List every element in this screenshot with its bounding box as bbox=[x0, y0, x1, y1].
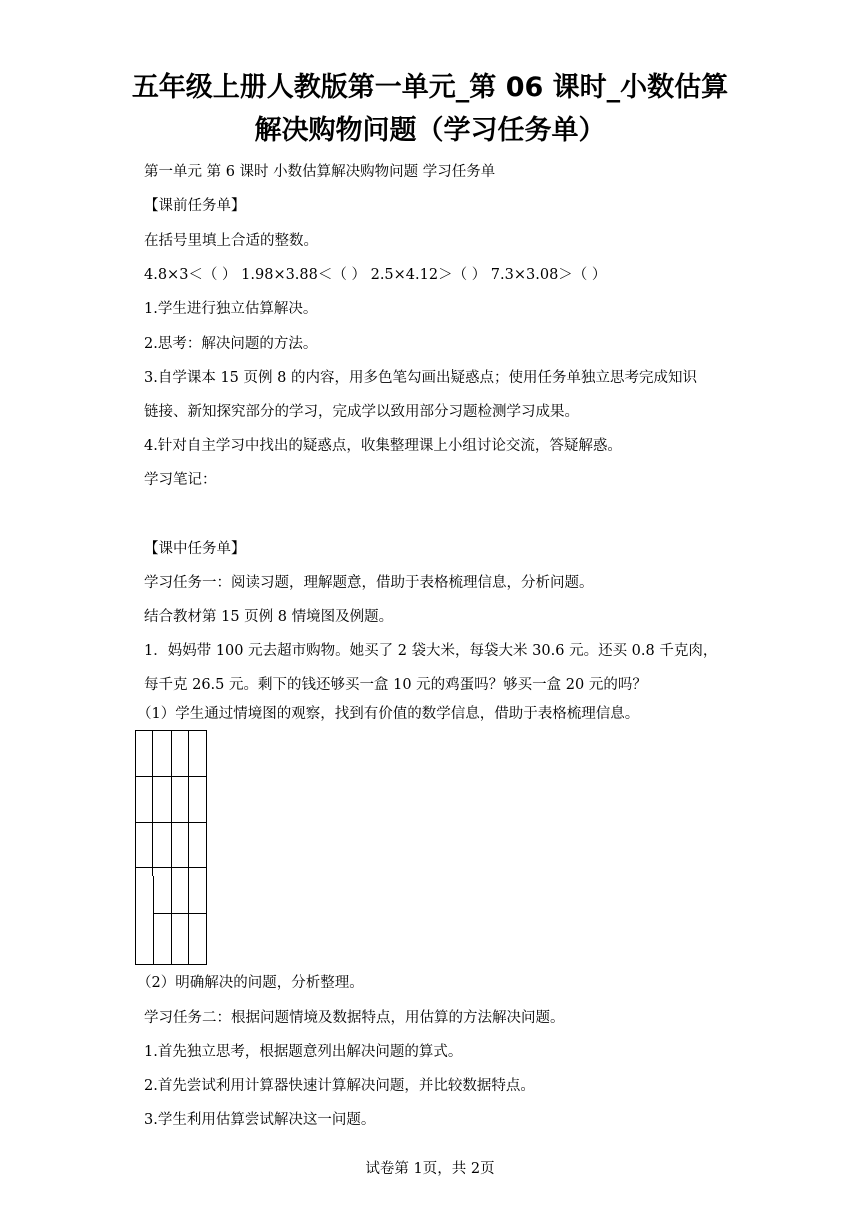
page-footer: 试卷第 1页，共 2页 bbox=[365, 1161, 495, 1177]
problem-1-line: 1．妈妈带 100 元去超市购物。她买了 2 袋大米，每袋大米 30.6 元。还买 0.8 千克肉， bbox=[144, 643, 718, 659]
document-title-line-1: 五年级上册人教版第一单元_第 06 课时_小数估算 bbox=[131, 72, 729, 103]
task-1-heading: 学习任务一：阅读习题，理解题意，借助于表格梳理信息，分析问题。 bbox=[144, 575, 594, 591]
table-column-divider bbox=[153, 876, 154, 964]
step-3-line: 3.自学课本 15 页例 8 的内容，用多色笔勾画出疑惑点；使用任务单独立思考完成知识 bbox=[144, 370, 697, 386]
problem-1-continued-line: 每千克 26.5 元。剩下的钱还够买一盒 10 元的鸡蛋吗？够买一盒 20 元的吗？ bbox=[144, 677, 647, 693]
task-2-step-2-line: 2.首先尝试利用计算器快速计算解决问题，并比较数据特点。 bbox=[144, 1078, 535, 1094]
subtitle-line: 第一单元 第 6 课时 小数估算解决购物问题 学习任务单 bbox=[144, 164, 496, 180]
step-4-line: 4.针对自主学习中找出的疑惑点，收集整理课上小组讨论交流，答疑解惑。 bbox=[144, 438, 622, 454]
task-2-heading: 学习任务二：根据问题情境及数据特点，用估算的方法解决问题。 bbox=[144, 1010, 565, 1026]
subtask-2-line: （2）明确解决的问题，分析整理。 bbox=[137, 975, 364, 991]
step-3-continued-line: 链接、新知探究部分的学习，完成学以致用部分习题检测学习成果。 bbox=[144, 404, 579, 420]
table-column-divider bbox=[188, 731, 189, 964]
step-2-line: 2.思考：解决问题的方法。 bbox=[144, 336, 318, 352]
task-2-step-3-line: 3.学生利用估算尝试解决这一问题。 bbox=[144, 1112, 376, 1128]
document-title-line-2: 解决购物问题（学习任务单） bbox=[254, 115, 606, 146]
task-2-step-1-line: 1.首先独立思考，根据题意列出解决问题的算式。 bbox=[144, 1044, 463, 1060]
textbook-reference-line: 结合教材第 15 页例 8 情境图及例题。 bbox=[144, 609, 394, 625]
step-1-line: 1.学生进行独立估算解决。 bbox=[144, 301, 318, 317]
section-header-pre-class: 【课前任务单】 bbox=[144, 198, 246, 214]
table-column-divider bbox=[171, 731, 172, 964]
subtask-1-line: （1）学生通过情境图的观察，找到有价值的数学信息，借助于表格梳理信息。 bbox=[137, 706, 640, 722]
instruction-line: 在括号里填上合适的整数。 bbox=[144, 233, 318, 249]
study-notes-label: 学习笔记： bbox=[144, 472, 217, 488]
estimation-exercise-line: 4.8×3＜（ ） 1.98×3.88＜（ ） 2.5×4.12＞（ ） 7.3×3.08＞（ ） bbox=[144, 267, 607, 283]
information-table bbox=[135, 730, 207, 965]
section-header-in-class: 【课中任务单】 bbox=[144, 541, 246, 557]
table-column-divider bbox=[152, 730, 153, 876]
table-row-divider bbox=[153, 913, 206, 914]
